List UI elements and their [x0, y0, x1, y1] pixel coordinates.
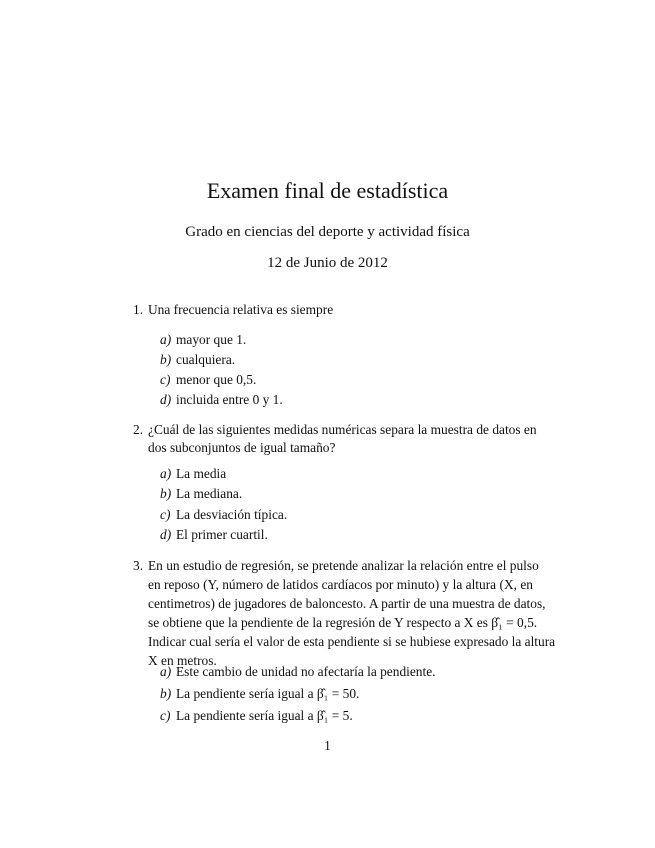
question-number: 2.: [133, 422, 144, 437]
question-text: centimetros) de jugadores de baloncesto. A partir de una muestra de datos,: [148, 596, 546, 611]
exam-subtitle: Grado en ciencias del deporte y actividad física: [185, 224, 470, 240]
option-label: a): [160, 332, 172, 347]
option-label: b): [160, 486, 172, 501]
option: [160, 486, 242, 502]
option-text: El primer cuartil.: [176, 527, 268, 542]
option: [160, 708, 353, 724]
option-label: a): [160, 466, 172, 481]
question-text: Indicar cual sería el valor de esta pendiente si se hubiese expresado la altura: [148, 634, 556, 649]
option-label: d): [160, 392, 172, 407]
option: [160, 466, 226, 482]
exam-title: Examen final de estadística: [206, 178, 449, 203]
option-text: La pendiente sería igual a β̂₁ = 50.: [176, 686, 360, 701]
option: [160, 352, 235, 368]
page-number: 1: [324, 738, 331, 753]
option-text: La desviación típica.: [176, 507, 288, 522]
question-text: En un estudio de regresión, se pretende analizar la relación entre el pulso: [148, 558, 539, 573]
question-number: 3.: [133, 558, 144, 573]
option-text: menor que 0,5.: [176, 372, 257, 387]
option-text: incluida entre 0 y 1.: [176, 392, 283, 407]
question-text: ¿Cuál de las siguientes medidas numéricas separa la muestra de datos en: [148, 422, 537, 437]
question-text: en reposo (Y, número de latidos cardíacos por minuto) y la altura (X, en: [148, 577, 533, 592]
option-label: c): [160, 507, 171, 522]
question-number: 1.: [133, 302, 144, 317]
option: [160, 332, 246, 348]
option-label: b): [160, 686, 172, 701]
option: [160, 686, 359, 702]
option-label: c): [160, 708, 171, 723]
option: [160, 507, 287, 523]
option-text: cualquiera.: [176, 352, 236, 367]
option-text: mayor que 1.: [176, 332, 247, 347]
option: [160, 372, 256, 388]
option-label: d): [160, 527, 172, 542]
option: [160, 392, 283, 408]
option-text: La media: [176, 466, 227, 481]
option-text: La mediana.: [176, 486, 243, 501]
question-text: dos subconjuntos de igual tamaño?: [148, 440, 336, 455]
option-text: Este cambio de unidad no afectaría la pendiente.: [176, 664, 436, 679]
option-label: b): [160, 352, 172, 367]
question-text: X en metros.: [148, 653, 217, 668]
option: [160, 527, 268, 543]
question-text: se obtiene que la pendiente de la regresión de Y respecto a X es β̂₁ = 0,5.: [148, 615, 538, 630]
question-text: Una frecuencia relativa es siempre: [148, 302, 334, 317]
option-label: c): [160, 372, 171, 387]
option: [160, 664, 436, 680]
option-text: La pendiente sería igual a β̂₁ = 5.: [176, 708, 353, 723]
exam-date: 12 de Junio de 2012: [267, 255, 388, 271]
option-label: a): [160, 664, 172, 679]
